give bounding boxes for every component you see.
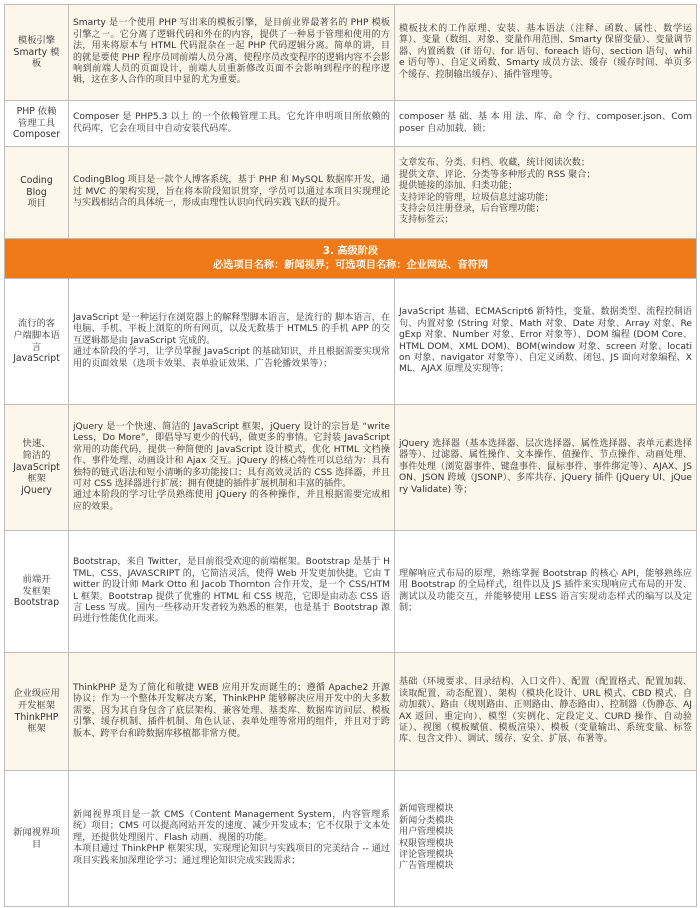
- module-description: 新闻视界项目是一款 CMS（Content Management System，内容管理系统）项目；CMS 可以提高网站开发的速度、减少开发成本；它不仅限于文本处理，还提供处理图片、Flash 动画、视图的功能。 本项目通过 ThinkPHP 框架实现，实现理论知识与实践项目的完美结合 -- 通过项目实践来加深理论学习；通过理论知识完成实践需求；: [69, 771, 395, 907]
- row-composer: [5, 101, 697, 147]
- topic-line: 支持评论的管理，垃圾信息过滤功能；: [399, 192, 554, 203]
- module-name: 快速、 简洁的 JavaScript 框架 jQuery: [5, 405, 69, 531]
- row-smarty: [5, 5, 697, 101]
- topic-line: 支持标签云；: [399, 215, 454, 226]
- module-name: 企业级应用 开发框架 ThinkPHP 框架: [5, 653, 69, 771]
- module-topics: 基础（环境要求、目录结构、入口文件）、配置（配置格式、配置加载、读取配置、动态配置）、架构（模块化设计、URL 模式、CBD 模式、自动加载）、路由（规则路由、正则路由、静态路由）、控制器（伪静态、AJAX 返回、重定向）、模型（实例化、定段定义、CURD 操作、自动验证）、视图（模板赋值、模板渲染）、模板（变量输出、系统变量、标签库、包含文件）、调试、缓存、安全、扩展、布署等。: [395, 653, 697, 771]
- topic-line: 权限管理模块: [399, 838, 454, 849]
- topic-line: 新闻分类模块: [399, 815, 454, 826]
- row-bootstrap: [5, 531, 697, 653]
- topic-line: 评论管理模块: [399, 849, 454, 860]
- topic-line: 提供链接的添加、归类功能；: [399, 181, 518, 192]
- module-name: 流行的客 户端脚本语 言 JavaScript: [5, 279, 69, 405]
- topic-line: 广告管理模块: [399, 861, 454, 872]
- module-description: jQuery 是一个快速、简洁的 JavaScript 框架，jQuery 设计的宗旨是 “write Less，Do More”，即倡导写更少的代码，做更多的事情。它封装 JavaScript 常用的功能代码，提供一种简便的 JavaScript 设计模式，优化 HTML 文档操作、事件处理、动画设计和 Ajax 交互。jQuery 的核心特性可以总结为：具有独特的链式语法和短小清晰的多功能接口；具有高效灵活的 CSS 选择器，并且可对 CSS 选择器进行扩展；拥有便捷的插件扩展机制和丰富的插件。 通过本阶段的学习让学员熟练使用 jQuery 的各种操作，并且根据需要完成相应的效果。: [69, 405, 395, 531]
- module-name: Coding Blog 项目: [5, 147, 69, 239]
- module-topics: [395, 771, 697, 907]
- course-table: [4, 4, 697, 907]
- module-topics: jQuery 选择器（基本选择器、层次选择器、属性选择器、表单元素选择器等）、过滤器、属性操作、文本操作、值操作、节点操作、动画处理、事件处理（浏览器事件、键盘事件、鼠标事件、事件绑定等）、AJAX、JSON、JSON 跨域（JSONP）、多库共存、jQuery 插件 (jQuery UI、jQuery Validate) 等；: [395, 405, 697, 531]
- topic-line: 文章发布、分类、归档、收藏，统计阅读次数；: [399, 158, 590, 169]
- stage-projects: 必选项目名称：新闻视界；可选项目名称：企业网站、音符网: [212, 259, 489, 271]
- row-news-project: [5, 771, 697, 907]
- row-jquery: [5, 405, 697, 531]
- row-codingblog: [5, 147, 697, 239]
- row-thinkphp: [5, 653, 697, 771]
- module-description: Bootstrap，来自 Twitter，是目前很受欢迎的前端框架。Bootstrap 是基于 HTML、CSS、JAVASCRIPT 的，它简洁灵活，使得 Web 开发更加快捷。它由 Twitter 的设计师 Mark Otto 和 Jacob Thornton 合作开发，是一个 CSS/HTML 框架。Bootstrap 提供了优雅的 HTML 和 CSS 规范，它即是由动态 CSS 语言 Less 写成。国内一些移动开发者较为熟悉的框架，也是基于 Bootstrap 源码进行性能优化而来。: [69, 531, 395, 653]
- module-description: Composer 是 PHP5.3 以上 的一个依赖管理工具。它允许申明项目所依赖的代码库，它会在项目中自动安装代码库。: [69, 101, 395, 147]
- stage-banner: [5, 239, 697, 279]
- module-name: 模板引擎 Smarty 模 板: [5, 5, 69, 101]
- module-description: CodingBlog 项目是一款个人博客系统，基于 PHP 和 MySQL 数据库开发，通过 MVC 的架构实现，旨在将本阶段知识贯穿，学员可以通过本项目实现理论与实践相结合的具体统一，形成由理性认识向代码实践飞跃的提升。: [69, 147, 395, 239]
- module-description: ThinkPHP 是为了简化和敏捷 WEB 应用开发而诞生的；遵循 Apache2 开源协议；作为一个整体开发解决方案，ThinkPHP 能够解决应用开发中的大多数需要，因为其自身包含了底层架构、兼容处理、基类库、数据库访问层、模板引擎、缓存机制、插件机制、角色认证、表单处理等常用的组件，并且对于跨版本、跨平台和跨数据库移植都非常方便。: [69, 653, 395, 771]
- topic-line: 提供文章、评论、分类等多种形式的 RSS 聚合；: [399, 169, 596, 180]
- module-description: JavaScript 是一种运行在浏览器上的解释型脚本语言，是流行的 脚本语言，在电脑、手机、平板上浏览的所有网页，以及无数基于 HTML5 的手机 APP 的交互逻辑都是由 JavaScript 完成的。 通过本阶段的学习，让学员掌握 JavaScript 的基础知识，并且根据需要实现常用的页面效果（选项卡效果、表单验证效果、广告轮播效果等）；: [69, 279, 395, 405]
- module-topics: 模板技术的工作原理、安装、基本语法（注释、函数、属性、数学运算）、变量（数组、对象、变量作用范围、Smarty 保留变量）、变量调节器、内置函数（if 语句、for 语句、foreach 语句、section 语句、while 语句等）、自定义函数、Smarty 成员方法、缓存（缓存时间、单页多个缓存、控制输出缓存）、插件管理等。: [395, 5, 697, 101]
- module-name: 前端开 发框架 Bootstrap: [5, 531, 69, 653]
- stage-banner-row: [5, 239, 697, 279]
- module-topics: composer 基 础、基 本 用 法、库、命 令 行、composer.json、Composer 自动加载、锁；: [395, 101, 697, 147]
- topic-line: 支持会员注册登录，后台管理功能；: [399, 203, 545, 214]
- module-topics: 理解响应式布局的原理，熟练掌握 Bootstrap 的核心 API，能够熟练应用 Bootstrap 的全局样式，组件以及 JS 插件来实现响应式布局的开发、测试以及功能交互，并能够使用 LESS 语言实现动态样式的编写以及定制；: [395, 531, 697, 653]
- module-name: 新闻视界项 目: [5, 771, 69, 907]
- topic-line: 用户管理模块: [399, 827, 454, 838]
- row-javascript: [5, 279, 697, 405]
- module-topics: JavaScript 基础、ECMAScript6 新特性，变量、数据类型、流程控制语句、内置对象 (String 对象、Math 对象、Date 对象、Array 对象、RegExp 对象、Number 对象、Error 对象等）、DOM 编程 (DOM Core、HTML DOM、XML DOM)、BOM(window 对象、screen 对象、location 对象、navigator 对象等）、自定义函数、闭包、JS 面向对象编程、XML、AJAX 原理及实现等；: [395, 279, 697, 405]
- module-name: PHP 依赖 管理工具 Composer: [5, 101, 69, 147]
- stage-title: 3. 高级阶段: [322, 245, 379, 257]
- module-description: Smarty 是一个使用 PHP 写出来的模板引擎，是目前业界最著名的 PHP 模板引擎之一。它分离了逻辑代码和外在的内容，提供了一种易于管理和使用的方法，用来将原本与 HTML 代码混杂在一起 PHP 代码逻辑分离。简单的讲，目的就是要使 PHP 程序员同前端人员分离，使程序员改变程序的逻辑内容不会影响到前端人员的页面设计，前端人员重新修改页面不会影响到程序的程序逻辑，这在多人合作的项目中显的尤为重要。: [69, 5, 395, 101]
- module-topics: [395, 147, 697, 239]
- topic-line: 新闻管理模块: [399, 804, 454, 815]
